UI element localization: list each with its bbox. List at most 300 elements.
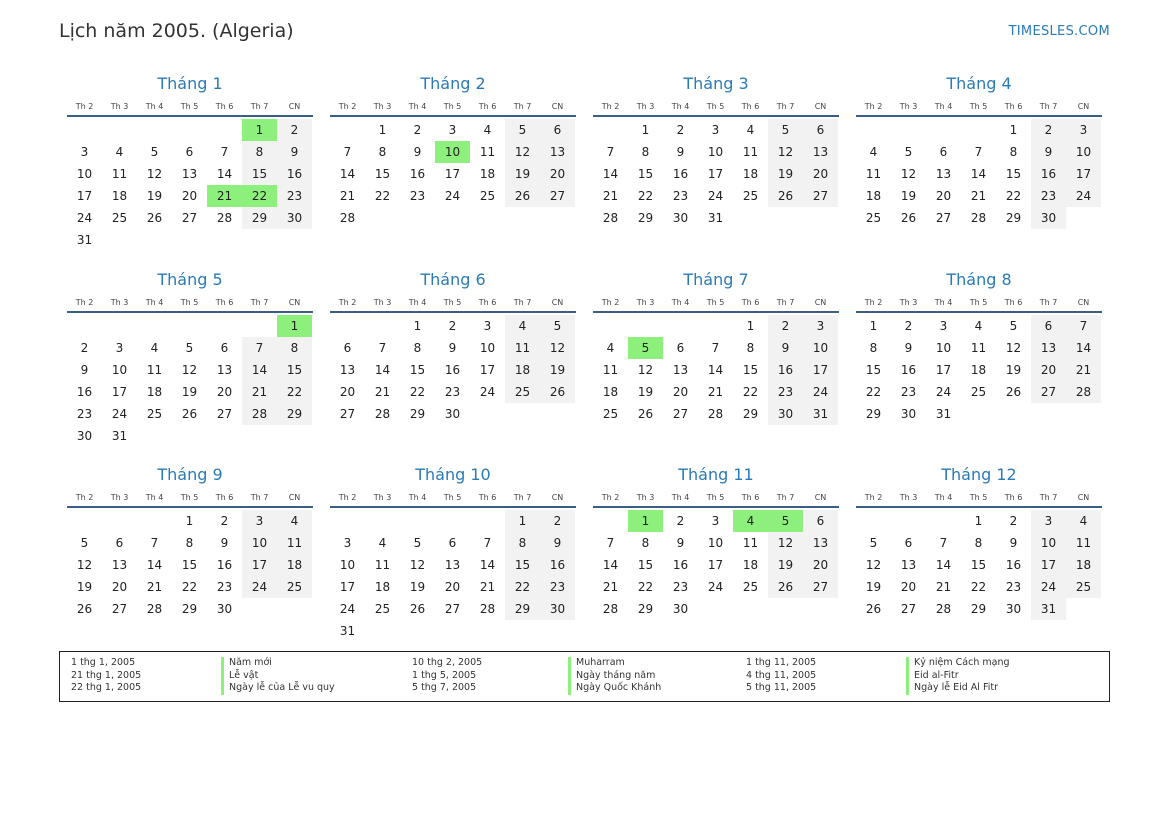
day-cell: 31 — [1031, 598, 1066, 620]
weekday-label: Th 2 — [75, 493, 94, 502]
day-cell: 24 — [111, 407, 128, 421]
day-cell: 15 — [505, 554, 540, 576]
weekday-header — [593, 101, 839, 117]
weekday-label: Th 2 — [864, 493, 883, 502]
weekday-label: Th 6 — [215, 298, 234, 307]
day-cell: 5 — [904, 145, 913, 159]
day-grid — [593, 315, 839, 425]
day-cell: 7 — [939, 536, 948, 550]
day-cell: 2 — [413, 123, 422, 137]
day-cell: 30 — [768, 403, 803, 425]
day-cell: 27 — [900, 602, 917, 616]
day-cell: 28 — [242, 403, 277, 425]
month-title: Tháng 5 — [157, 270, 223, 289]
day-cell: 17 — [242, 554, 277, 576]
day-cell: 17 — [707, 167, 724, 181]
day-cell-empty — [891, 510, 926, 532]
day-cell: 6 — [904, 536, 913, 550]
day-cell: 15 — [374, 167, 391, 181]
legend-date: 5 thg 7, 2005 — [412, 682, 477, 693]
day-cell: 5 — [1009, 319, 1018, 333]
day-cell: 29 — [1005, 211, 1022, 225]
weekday-label: Th 4 — [408, 102, 427, 111]
day-cell: 17 — [76, 189, 93, 203]
day-cell: 22 — [505, 576, 540, 598]
day-cell: 11 — [602, 363, 619, 377]
day-cell: 11 — [479, 145, 496, 159]
day-cell: 5 — [540, 315, 575, 337]
day-cell: 9 — [540, 532, 575, 554]
weekday-label: Th 4 — [145, 298, 164, 307]
weekday-label: CN — [288, 493, 301, 502]
weekday-label: Th 2 — [601, 102, 620, 111]
day-cell: 6 — [448, 536, 457, 550]
day-cell: 12 — [540, 337, 575, 359]
day-cell: 15 — [637, 167, 654, 181]
day-cell: 16 — [409, 167, 426, 181]
weekday-label: Th 6 — [1004, 298, 1023, 307]
day-cell: 22 — [637, 580, 654, 594]
day-cell: 20 — [900, 580, 917, 594]
weekday-label: Th 4 — [934, 102, 953, 111]
day-cell: 25 — [602, 407, 619, 421]
day-cell-empty — [172, 315, 207, 337]
day-cell: 12 — [637, 363, 654, 377]
day-cell: 15 — [970, 558, 987, 572]
day-cell-empty — [470, 510, 505, 532]
weekday-header — [330, 101, 576, 117]
day-cell: 21 — [146, 580, 163, 594]
month-title: Tháng 10 — [415, 465, 491, 484]
day-cell: 7 — [483, 536, 492, 550]
day-cell: 23 — [409, 189, 426, 203]
weekday-label: Th 6 — [478, 493, 497, 502]
weekday-label: Th 7 — [1039, 493, 1058, 502]
day-cell: 2 — [904, 319, 913, 333]
day-cell: 14 — [479, 558, 496, 572]
day-cell: 7 — [1066, 315, 1101, 337]
day-cell: 26 — [768, 185, 803, 207]
day-cell: 9 — [676, 145, 685, 159]
day-grid — [330, 315, 576, 425]
day-cell: 18 — [742, 558, 759, 572]
day-cell: 21 — [970, 189, 987, 203]
day-cell-holiday: 1 — [277, 315, 312, 337]
day-cell: 21 — [339, 189, 356, 203]
day-cell-empty — [593, 510, 628, 532]
day-cell: 25 — [111, 211, 128, 225]
day-cell: 8 — [185, 536, 194, 550]
weekday-label: Th 6 — [215, 102, 234, 111]
day-cell-empty — [926, 119, 961, 141]
day-cell-empty — [137, 315, 172, 337]
day-cell: 15 — [742, 363, 759, 377]
day-cell: 8 — [413, 341, 422, 355]
day-cell: 19 — [76, 580, 93, 594]
day-cell: 28 — [602, 602, 619, 616]
day-cell: 7 — [242, 337, 277, 359]
weekday-header — [856, 101, 1102, 117]
day-cell: 11 — [374, 558, 391, 572]
day-cell: 23 — [444, 385, 461, 399]
day-cell: 24 — [479, 385, 496, 399]
day-cell: 23 — [768, 381, 803, 403]
day-cell: 22 — [181, 580, 198, 594]
weekday-label: Th 3 — [373, 298, 392, 307]
weekday-label: Th 7 — [1039, 102, 1058, 111]
legend-holiday-name: Ngày lễ của Lễ vu quy — [221, 682, 335, 695]
month-title: Tháng 4 — [946, 74, 1012, 93]
weekday-label: Th 3 — [899, 102, 918, 111]
day-cell-holiday: 21 — [207, 185, 242, 207]
day-cell: 9 — [277, 141, 312, 163]
day-cell: 8 — [242, 141, 277, 163]
day-cell: 2 — [220, 514, 229, 528]
weekday-label: Th 7 — [776, 298, 795, 307]
day-cell-empty — [67, 510, 102, 532]
day-cell: 26 — [181, 407, 198, 421]
day-cell: 3 — [242, 510, 277, 532]
day-grid — [593, 119, 839, 229]
day-cell: 2 — [676, 514, 685, 528]
weekday-label: Th 6 — [478, 298, 497, 307]
weekday-label: Th 3 — [110, 298, 129, 307]
day-cell: 12 — [1005, 341, 1022, 355]
day-cell: 24 — [935, 385, 952, 399]
day-cell: 5 — [413, 536, 422, 550]
weekday-label: CN — [814, 493, 827, 502]
day-cell: 18 — [602, 385, 619, 399]
day-cell: 4 — [974, 319, 983, 333]
day-cell: 12 — [865, 558, 882, 572]
day-cell: 28 — [374, 407, 391, 421]
day-cell: 1 — [641, 123, 650, 137]
weekday-header — [67, 297, 313, 313]
day-cell: 26 — [768, 576, 803, 598]
day-cell: 18 — [970, 363, 987, 377]
weekday-label: Th 4 — [934, 493, 953, 502]
day-cell: 12 — [409, 558, 426, 572]
day-cell: 19 — [768, 163, 803, 185]
day-cell: 19 — [1005, 363, 1022, 377]
legend-holiday-name: Kỷ niệm Cách mạng — [906, 657, 1010, 670]
legend-date: 22 thg 1, 2005 — [71, 682, 142, 693]
day-cell: 19 — [900, 189, 917, 203]
day-cell-empty — [172, 119, 207, 141]
legend-holiday-name: Ngày lễ Eid Al Fitr — [906, 682, 998, 695]
day-cell: 24 — [242, 576, 277, 598]
weekday-label: Th 5 — [443, 102, 462, 111]
day-cell: 22 — [277, 381, 312, 403]
day-cell: 17 — [707, 558, 724, 572]
day-cell: 1 — [1009, 123, 1018, 137]
day-cell: 13 — [444, 558, 461, 572]
day-cell: 9 — [1009, 536, 1018, 550]
day-cell: 13 — [181, 167, 198, 181]
day-cell: 17 — [339, 580, 356, 594]
day-cell: 28 — [146, 602, 163, 616]
day-cell: 27 — [339, 407, 356, 421]
day-cell: 18 — [374, 580, 391, 594]
day-cell: 21 — [602, 189, 619, 203]
month-calendar — [593, 465, 839, 620]
day-cell: 27 — [1031, 381, 1066, 403]
legend-holiday-name: Eid al-Fitr — [906, 670, 959, 683]
day-cell: 26 — [865, 602, 882, 616]
weekday-label: Th 6 — [478, 102, 497, 111]
month-title: Tháng 6 — [420, 270, 486, 289]
day-cell: 18 — [479, 167, 496, 181]
day-cell: 15 — [242, 163, 277, 185]
day-cell: 7 — [220, 145, 229, 159]
day-cell: 15 — [409, 363, 426, 377]
day-cell: 7 — [974, 145, 983, 159]
legend-holiday-name: Ngày Quốc Khánh — [568, 682, 661, 695]
day-cell-empty — [67, 119, 102, 141]
day-cell: 29 — [505, 598, 540, 620]
day-cell: 6 — [220, 341, 229, 355]
weekday-label: Th 3 — [110, 493, 129, 502]
day-cell: 26 — [409, 602, 426, 616]
month-title: Tháng 11 — [678, 465, 754, 484]
day-cell-empty — [856, 510, 891, 532]
day-cell: 14 — [602, 167, 619, 181]
month-title: Tháng 7 — [683, 270, 749, 289]
day-cell-empty — [891, 119, 926, 141]
day-cell: 5 — [505, 119, 540, 141]
day-cell: 30 — [672, 602, 689, 616]
day-cell: 21 — [707, 385, 724, 399]
day-cell: 27 — [540, 185, 575, 207]
day-cell: 29 — [277, 403, 312, 425]
day-cell: 28 — [479, 602, 496, 616]
day-cell: 6 — [343, 341, 352, 355]
day-cell: 18 — [865, 189, 882, 203]
day-cell: 28 — [1066, 381, 1101, 403]
day-cell: 14 — [216, 167, 233, 181]
month-calendar — [330, 270, 576, 425]
day-cell: 6 — [803, 119, 838, 141]
weekday-label: Th 6 — [741, 298, 760, 307]
day-cell: 30 — [76, 429, 93, 443]
day-cell: 7 — [343, 145, 352, 159]
day-grid — [593, 510, 839, 620]
day-cell: 30 — [216, 602, 233, 616]
day-cell: 24 — [1066, 185, 1101, 207]
day-cell: 26 — [540, 381, 575, 403]
day-cell: 13 — [803, 532, 838, 554]
weekday-label: Th 2 — [864, 102, 883, 111]
weekday-label: Th 3 — [110, 102, 129, 111]
weekday-label: CN — [288, 298, 301, 307]
day-cell: 13 — [935, 167, 952, 181]
weekday-label: Th 3 — [899, 493, 918, 502]
day-cell-empty — [137, 510, 172, 532]
weekday-header — [330, 297, 576, 313]
legend-holiday-name: Ngày tháng năm — [568, 670, 655, 683]
day-cell: 23 — [672, 580, 689, 594]
day-cell: 28 — [707, 407, 724, 421]
month-title: Tháng 3 — [683, 74, 749, 93]
day-cell: 26 — [146, 211, 163, 225]
day-cell-holiday: 10 — [435, 141, 470, 163]
day-cell: 25 — [742, 580, 759, 594]
day-cell-empty — [926, 510, 961, 532]
day-cell: 30 — [1005, 602, 1022, 616]
day-cell: 29 — [181, 602, 198, 616]
day-cell: 6 — [115, 536, 124, 550]
weekday-header — [330, 492, 576, 508]
weekday-label: CN — [551, 298, 564, 307]
day-cell: 9 — [220, 536, 229, 550]
day-cell: 12 — [146, 167, 163, 181]
day-cell-empty — [663, 315, 698, 337]
weekday-label: Th 3 — [636, 493, 655, 502]
legend-date: 1 thg 1, 2005 — [71, 657, 136, 668]
day-cell: 4 — [746, 123, 755, 137]
day-cell: 26 — [76, 602, 93, 616]
day-cell: 3 — [115, 341, 124, 355]
day-cell: 28 — [216, 211, 233, 225]
weekday-label: CN — [1077, 102, 1090, 111]
legend-date: 5 thg 11, 2005 — [746, 682, 817, 693]
day-cell: 16 — [672, 558, 689, 572]
day-cell: 11 — [970, 341, 987, 355]
day-grid — [67, 119, 313, 251]
day-cell: 10 — [111, 363, 128, 377]
day-cell: 4 — [277, 510, 312, 532]
day-cell: 1 — [869, 319, 878, 333]
weekday-label: Th 4 — [934, 298, 953, 307]
day-cell-holiday: 5 — [768, 510, 803, 532]
day-cell: 5 — [80, 536, 89, 550]
weekday-label: Th 7 — [776, 102, 795, 111]
month-calendar — [67, 465, 313, 620]
day-cell-holiday: 5 — [628, 337, 663, 359]
month-calendar — [856, 270, 1102, 425]
day-cell: 3 — [448, 123, 457, 137]
day-cell: 24 — [707, 580, 724, 594]
day-cell: 19 — [768, 554, 803, 576]
weekday-label: CN — [288, 102, 301, 111]
day-cell-empty — [365, 315, 400, 337]
day-cell: 19 — [146, 189, 163, 203]
day-cell: 27 — [803, 576, 838, 598]
day-cell: 16 — [1031, 163, 1066, 185]
month-calendar — [330, 74, 576, 229]
day-cell: 9 — [676, 536, 685, 550]
day-cell: 2 — [80, 341, 89, 355]
weekday-label: Th 3 — [636, 102, 655, 111]
day-cell-empty — [856, 119, 891, 141]
day-cell: 4 — [1066, 510, 1101, 532]
day-cell: 21 — [374, 385, 391, 399]
day-cell: 30 — [1031, 207, 1066, 229]
day-cell: 6 — [939, 145, 948, 159]
day-cell: 7 — [711, 341, 720, 355]
day-cell: 31 — [76, 233, 93, 247]
day-cell: 19 — [181, 385, 198, 399]
day-cell: 16 — [900, 363, 917, 377]
day-cell: 14 — [707, 363, 724, 377]
day-cell: 3 — [343, 536, 352, 550]
day-cell: 26 — [637, 407, 654, 421]
day-cell: 12 — [505, 141, 540, 163]
legend-date: 1 thg 11, 2005 — [746, 657, 817, 668]
day-cell: 23 — [672, 189, 689, 203]
day-cell: 12 — [76, 558, 93, 572]
month-calendar — [856, 74, 1102, 229]
weekday-header — [856, 492, 1102, 508]
day-cell: 18 — [505, 359, 540, 381]
day-cell: 2 — [1009, 514, 1018, 528]
day-cell: 17 — [803, 359, 838, 381]
day-cell-empty — [593, 119, 628, 141]
day-cell: 2 — [277, 119, 312, 141]
day-cell: 10 — [935, 341, 952, 355]
weekday-label: CN — [814, 102, 827, 111]
day-cell: 5 — [150, 145, 159, 159]
day-cell-empty — [330, 119, 365, 141]
day-cell: 3 — [803, 315, 838, 337]
day-cell: 23 — [1031, 185, 1066, 207]
day-cell: 19 — [865, 580, 882, 594]
day-cell: 4 — [115, 145, 124, 159]
day-cell: 11 — [505, 337, 540, 359]
day-cell: 17 — [1031, 554, 1066, 576]
day-cell: 14 — [374, 363, 391, 377]
day-cell-empty — [628, 315, 663, 337]
day-cell: 7 — [606, 145, 615, 159]
day-grid — [856, 510, 1102, 620]
day-cell: 16 — [768, 359, 803, 381]
day-cell: 8 — [641, 145, 650, 159]
day-cell: 8 — [378, 145, 387, 159]
day-cell: 16 — [444, 363, 461, 377]
day-cell: 16 — [76, 385, 93, 399]
weekday-label: Th 2 — [75, 298, 94, 307]
weekday-label: Th 4 — [145, 493, 164, 502]
day-cell-holiday: 4 — [733, 510, 768, 532]
day-cell: 28 — [970, 211, 987, 225]
day-cell: 21 — [602, 580, 619, 594]
day-cell: 5 — [185, 341, 194, 355]
legend-date: 21 thg 1, 2005 — [71, 669, 142, 681]
month-calendar — [856, 465, 1102, 620]
brand-link[interactable]: TIMESLES.COM — [1008, 24, 1110, 39]
day-cell: 1 — [185, 514, 194, 528]
day-cell: 21 — [935, 580, 952, 594]
day-grid — [856, 315, 1102, 425]
day-cell: 20 — [111, 580, 128, 594]
weekday-header — [67, 101, 313, 117]
weekday-label: Th 7 — [1039, 298, 1058, 307]
day-cell: 20 — [1031, 359, 1066, 381]
weekday-label: Th 4 — [408, 493, 427, 502]
legend-date: 1 thg 5, 2005 — [412, 669, 477, 681]
day-cell: 8 — [277, 337, 312, 359]
day-cell: 9 — [904, 341, 913, 355]
day-cell: 31 — [339, 624, 356, 638]
day-cell: 22 — [637, 189, 654, 203]
day-cell: 10 — [707, 145, 724, 159]
day-cell: 8 — [869, 341, 878, 355]
day-cell: 26 — [1005, 385, 1022, 399]
day-cell: 6 — [185, 145, 194, 159]
day-cell: 27 — [216, 407, 233, 421]
day-cell: 21 — [242, 381, 277, 403]
day-cell: 1 — [974, 514, 983, 528]
